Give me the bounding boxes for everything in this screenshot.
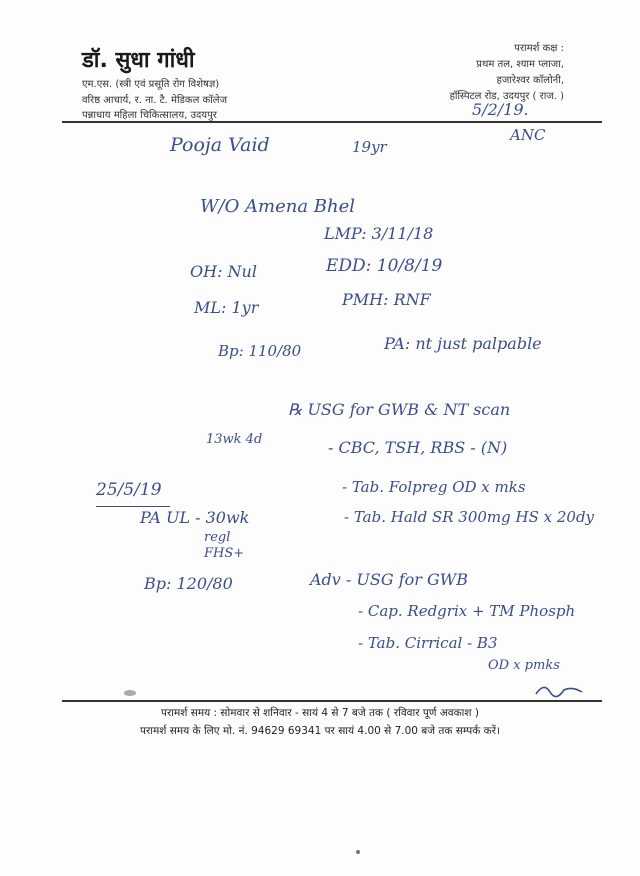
qualification: एम.एस. (स्त्री एवं प्रसूति रोग विशेषज्ञ) <box>82 79 220 90</box>
marital-life: ML: 1yr <box>194 298 259 317</box>
bp-first: Bp: 110/80 <box>218 342 302 360</box>
consultation-hours: परामर्श समय : सोमवार से शनिवार - सायं 4 से 7 बजे तक ( रविवार पूर्ण अवकाश ) <box>161 707 479 719</box>
gestation-age: 13wk 4d <box>206 432 263 447</box>
note-date: 5/2/19. <box>472 100 529 119</box>
per-abdomen-second: PA UL - 30wk <box>140 508 250 527</box>
medication-3: - Cap. Redgrix + TM Phosph <box>358 602 576 620</box>
per-abdomen-first: PA: nt just palpable <box>384 334 542 353</box>
scan-smudge <box>124 690 136 696</box>
medication-4: - Tab. Cirrical - B3 <box>358 634 498 652</box>
rx-investigations <box>288 400 510 419</box>
rx-usg: USG for GWB & NT scan <box>307 400 511 419</box>
doctor-name: डॉ. सुधा गांधी <box>82 48 195 73</box>
medication-1: - Tab. Folpreg OD x mks <box>342 478 526 496</box>
followup-date-underline <box>96 506 170 507</box>
contact-line: परामर्श समय के लिए मो. नं. 94629 69341 पर सायं 4.00 से 7.00 बजे तक सम्पर्क करें। <box>140 725 500 737</box>
obstetric-history: OH: Nul <box>190 262 257 281</box>
rx-symbol: ℞ <box>288 400 303 419</box>
relation: W/O Amena Bhel <box>200 196 356 217</box>
patient-name: Pooja Vaid <box>170 134 270 156</box>
address-line-2: हजारेश्वर कॉलोनी, <box>496 75 564 86</box>
header-divider <box>62 121 602 123</box>
uterus-regular: regl <box>204 530 231 545</box>
patient-age: 19yr <box>352 138 387 156</box>
bp-second: Bp: 120/80 <box>144 574 233 593</box>
scan-speck <box>356 850 360 854</box>
medication-4-dosage: OD x pmks <box>488 658 560 673</box>
signature-mark <box>530 676 590 702</box>
medication-2: - Tab. Hald SR 300mg HS x 20dy <box>344 508 595 526</box>
designation: वरिष्ठ आचार्य, र. ना. टै. मेडिकल कॉलेज <box>82 95 227 106</box>
past-medical-history: PMH: RNF <box>342 290 431 309</box>
lmp: LMP: 3/11/18 <box>324 224 434 243</box>
advice: Adv - USG for GWB <box>310 570 468 589</box>
edd: EDD: 10/8/19 <box>326 256 443 276</box>
followup-date: 25/5/19 <box>96 480 162 500</box>
address-line-3: हॉस्पिटल रोड, उदयपुर ( राज. ) <box>449 91 564 102</box>
visit-type: ANC <box>510 126 546 144</box>
hospital: पन्नाधाय महिला चिकित्सालय, उदयपुर <box>82 110 217 121</box>
lab-tests: - CBC, TSH, RBS - (N) <box>328 438 508 457</box>
footer-divider <box>62 700 602 702</box>
fetal-heart: FHS+ <box>204 546 245 561</box>
clinic-label: परामर्श कक्ष : <box>514 43 564 54</box>
address-line-1: प्रथम तल, श्याम प्लाजा, <box>476 59 564 70</box>
